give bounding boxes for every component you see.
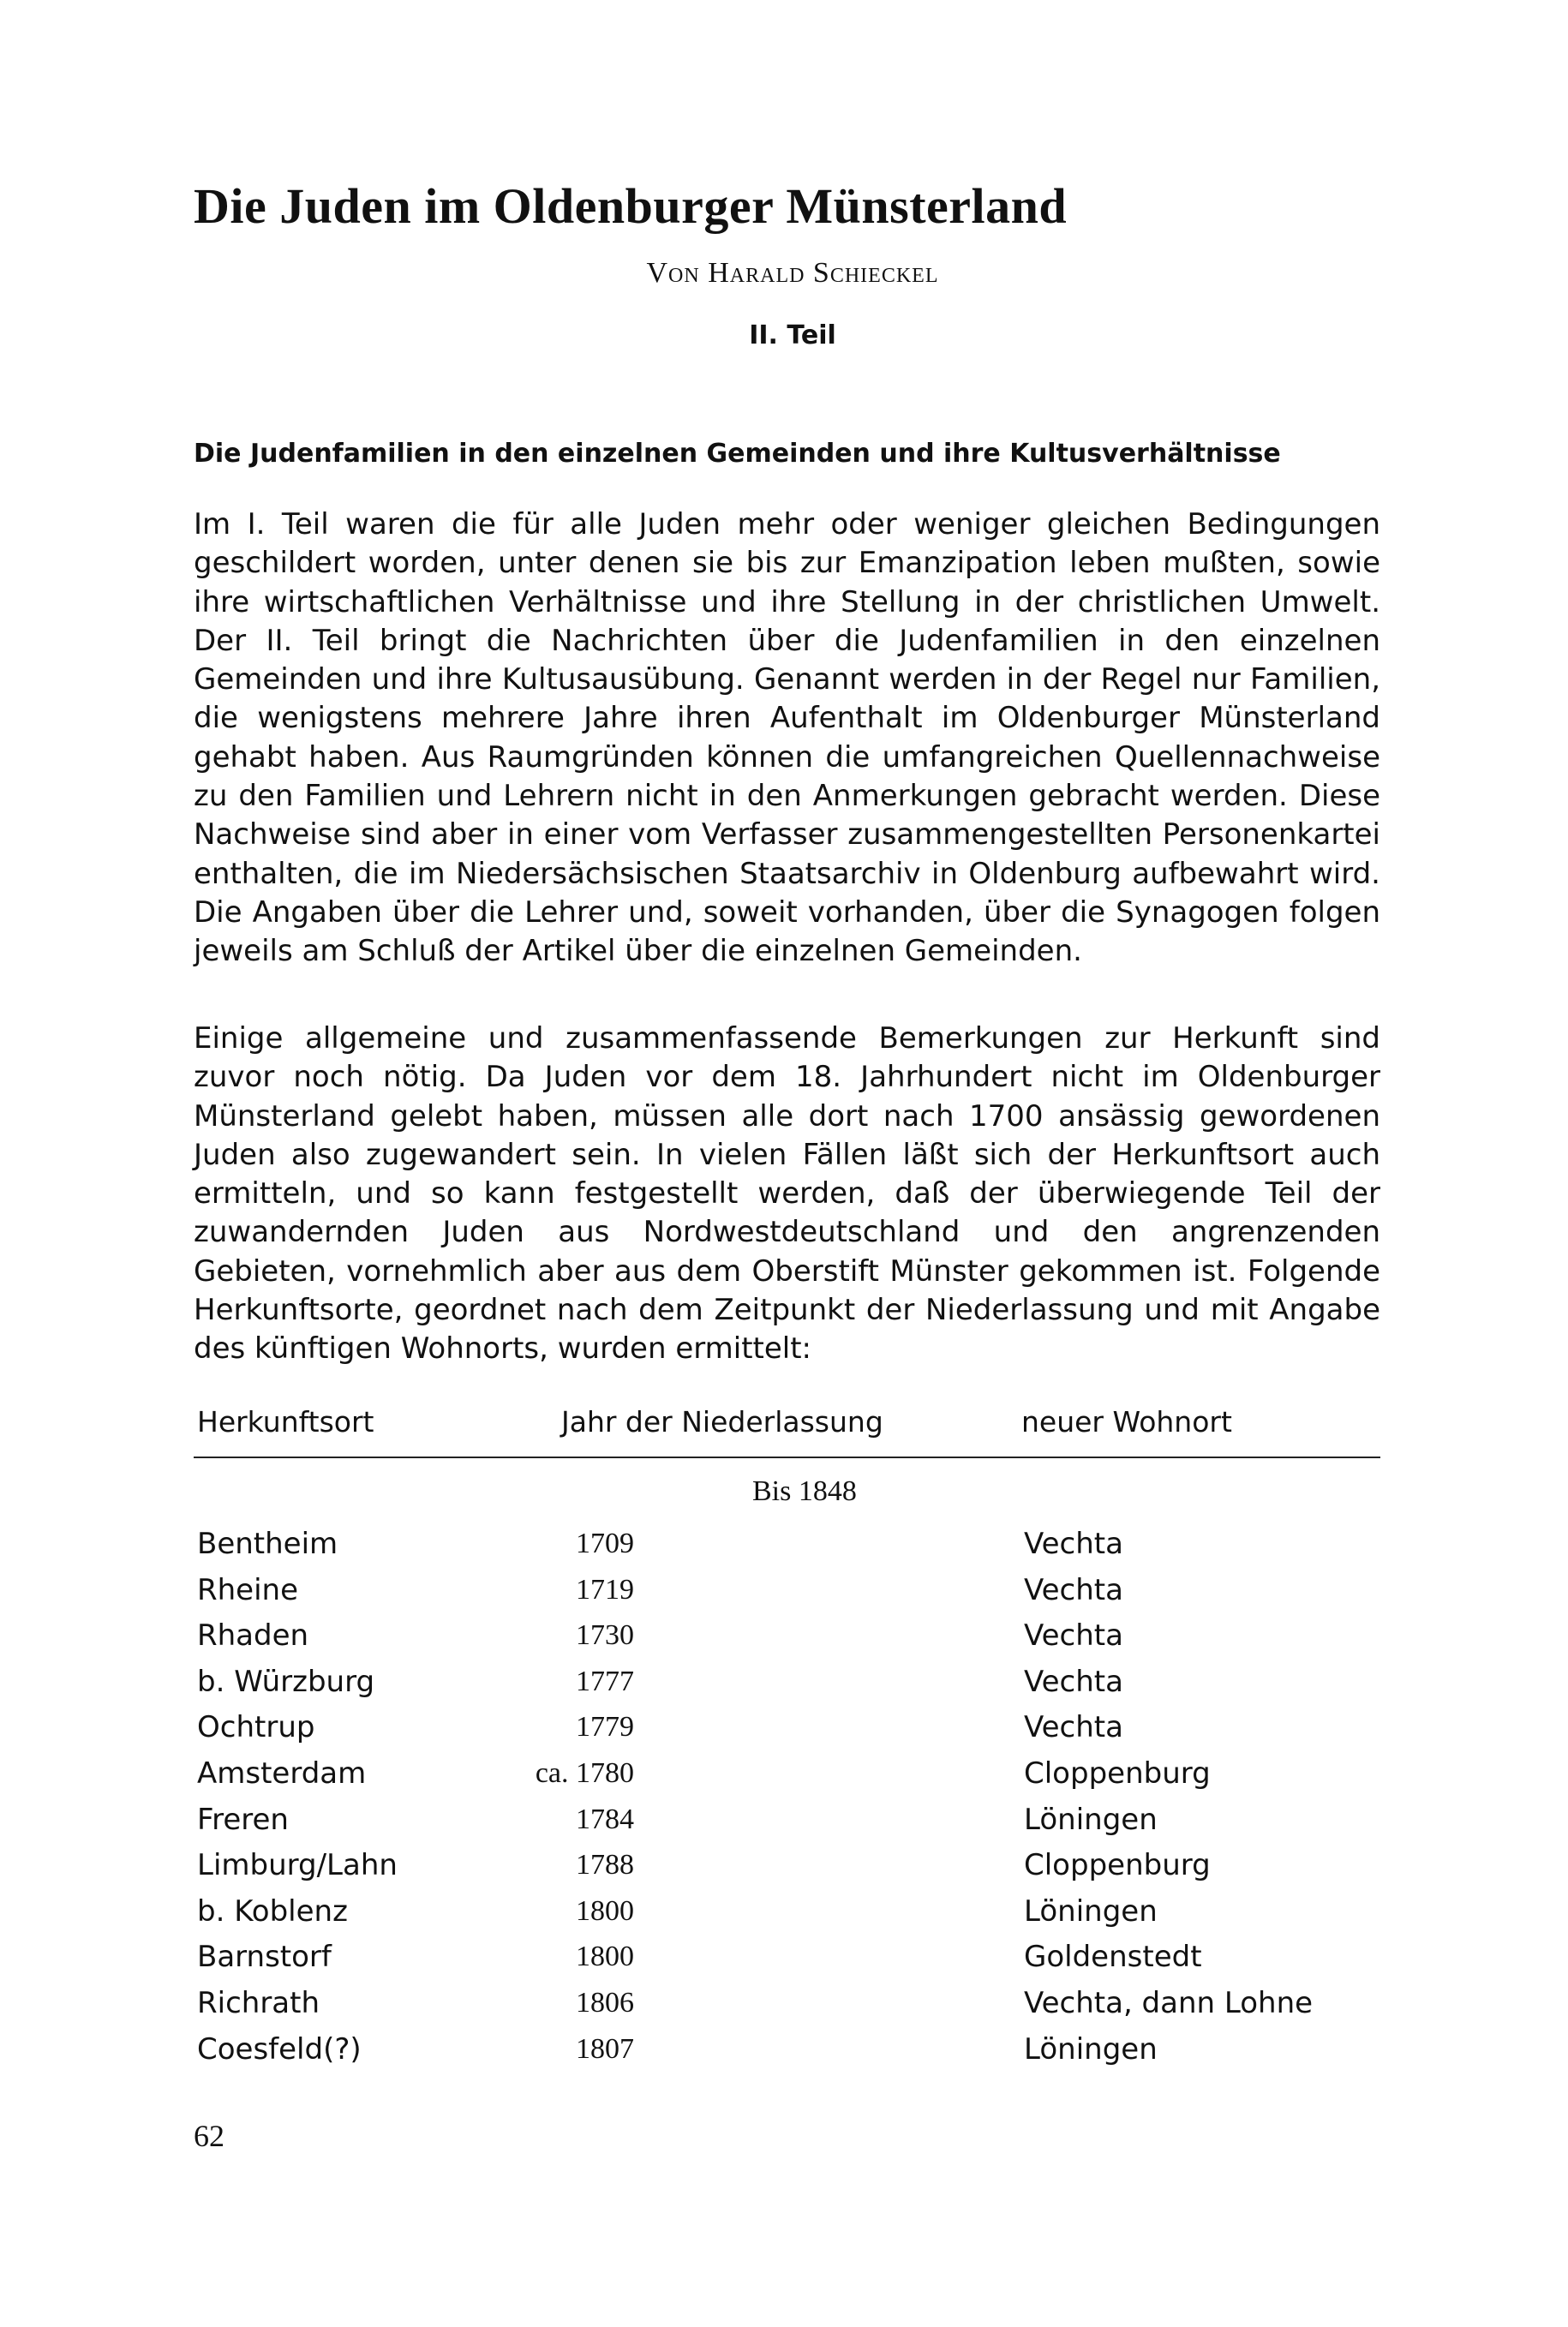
author-byline: Von Harald Schieckel bbox=[646, 257, 939, 289]
table-row bbox=[0, 1888, 1568, 1935]
period-label: Bis 1848 bbox=[752, 1475, 857, 1507]
cell-residence: Vechta bbox=[1024, 1618, 1123, 1654]
table-row bbox=[0, 1797, 1568, 1843]
table-row bbox=[0, 1521, 1568, 1567]
table-row bbox=[0, 1934, 1568, 1980]
cell-residence: Cloppenburg bbox=[1024, 1848, 1211, 1883]
table-row bbox=[0, 1612, 1568, 1659]
cell-residence: Löningen bbox=[1024, 2031, 1158, 2067]
column-header-year: Jahr der Niederlassung bbox=[561, 1405, 883, 1439]
cell-residence: Löningen bbox=[1024, 1893, 1158, 1929]
cell-year: 1806 bbox=[576, 1987, 634, 2019]
cell-year: 1800 bbox=[576, 1941, 634, 1973]
cell-year: 1779 bbox=[576, 1711, 634, 1744]
cell-residence: Vechta bbox=[1024, 1710, 1123, 1745]
cell-year: 1784 bbox=[576, 1803, 634, 1835]
cell-year: 1709 bbox=[576, 1528, 634, 1559]
body-paragraph: Einige allgemeine und zusammenfassende Bemerkungen zur Herkunft sind zuvor noch nötig. Da Juden vor dem 18. Jahrhundert nicht im Oldenburger Münsterland gelebt haben, müssen alle dort nach 1700 ansässig gewordenen Juden also zugewandert sein. In vielen Fällen läßt sich der Herkunftsort auch ermitteln, und so kann festgestellt werden, daß der überwiegende Teil der zuwandernden Juden aus Nordwestdeutschland und den angrenzenden Gebieten, vornehmlich aber aus dem Oberstift Münster gekommen ist. Folgende Herkunftsorte, geordnet nach dem Zeitpunkt der Niederlassung und mit Angabe des künftigen Wohnorts, wurden ermittelt: bbox=[194, 1021, 1380, 1367]
cell-residence: Cloppenburg bbox=[1024, 1756, 1211, 1791]
table-row bbox=[0, 1567, 1568, 1613]
section-heading: Die Judenfamilien in den einzelnen Gemeinden und ihre Kultusverhältnisse bbox=[194, 439, 1281, 469]
cell-origin: Freren bbox=[197, 1802, 289, 1837]
cell-year: 1719 bbox=[576, 1573, 634, 1606]
cell-year: 1730 bbox=[576, 1619, 634, 1652]
cell-residence: Vechta bbox=[1024, 1572, 1123, 1607]
column-header-origin: Herkunftsort bbox=[197, 1405, 374, 1439]
cell-origin: b. Koblenz bbox=[197, 1893, 348, 1929]
table-row bbox=[0, 2026, 1568, 2073]
cell-origin: Amsterdam bbox=[197, 1756, 367, 1791]
cell-origin: Ochtrup bbox=[197, 1710, 315, 1745]
cell-residence: Vechta bbox=[1024, 1664, 1123, 1699]
article-title: Die Juden im Oldenburger Münsterland bbox=[194, 178, 1068, 234]
cell-residence: Vechta, dann Lohne bbox=[1024, 1986, 1314, 2020]
cell-year: 1788 bbox=[576, 1849, 634, 1881]
table-row bbox=[0, 1980, 1568, 2026]
cell-year: 1800 bbox=[576, 1894, 634, 1927]
part-label: II. Teil bbox=[749, 320, 836, 350]
cell-origin: Richrath bbox=[197, 1986, 320, 2020]
cell-year: 1777 bbox=[576, 1665, 634, 1697]
cell-origin: b. Würzburg bbox=[197, 1664, 375, 1699]
cell-origin: Bentheim bbox=[197, 1527, 338, 1561]
cell-year: 1807 bbox=[576, 2032, 634, 2065]
cell-year: ca. 1780 bbox=[535, 1757, 634, 1789]
cell-origin: Rhaden bbox=[197, 1618, 309, 1654]
table-row bbox=[0, 1704, 1568, 1750]
cell-residence: Vechta bbox=[1024, 1527, 1123, 1561]
cell-origin: Limburg/Lahn bbox=[197, 1848, 398, 1883]
table-header-rule bbox=[194, 1457, 1380, 1458]
cell-origin: Barnstorf bbox=[197, 1940, 332, 1975]
cell-residence: Löningen bbox=[1024, 1802, 1158, 1837]
cell-origin: Coesfeld(?) bbox=[197, 2031, 362, 2067]
cell-origin: Rheine bbox=[197, 1572, 299, 1607]
column-header-residence: neuer Wohnort bbox=[1021, 1405, 1232, 1439]
body-paragraph: Im I. Teil waren die für alle Juden mehr oder weniger gleichen Bedingungen geschildert worden, unter denen sie bis zur Emanzipation leben mußten, sowie ihre wirtschaftlichen Verhältnisse und ihre Stellung in der christlichen Umwelt. Der II. Teil bringt die Nachrichten über die Judenfamilien in den einzelnen Gemeinden und ihre Kultusausübung. Genannt werden in der Regel nur Familien, die wenigstens mehrere Jahre ihren Aufenthalt im Oldenburger Münsterland gehabt haben. Aus Raumgründen können die umfangreichen Quellennachweise zu den Familien und Lehrern nicht in den Anmerkungen gebracht werden. Diese Nachweise sind aber in einer vom Verfasser zusammengestellten Personenkartei enthalten, die im Niedersächsischen Staatsarchiv in Oldenburg aufbewahrt wird. Die Angaben über die Lehrer und, soweit vorhanden, über die Synagogen folgen jeweils am Schluß der Artikel über die einzelnen Gemeinden. bbox=[194, 507, 1380, 969]
table-row bbox=[0, 1659, 1568, 1705]
page-number: 62 bbox=[194, 2119, 224, 2153]
cell-residence: Goldenstedt bbox=[1024, 1940, 1202, 1975]
table-row bbox=[0, 1842, 1568, 1888]
table-row bbox=[0, 1750, 1568, 1797]
